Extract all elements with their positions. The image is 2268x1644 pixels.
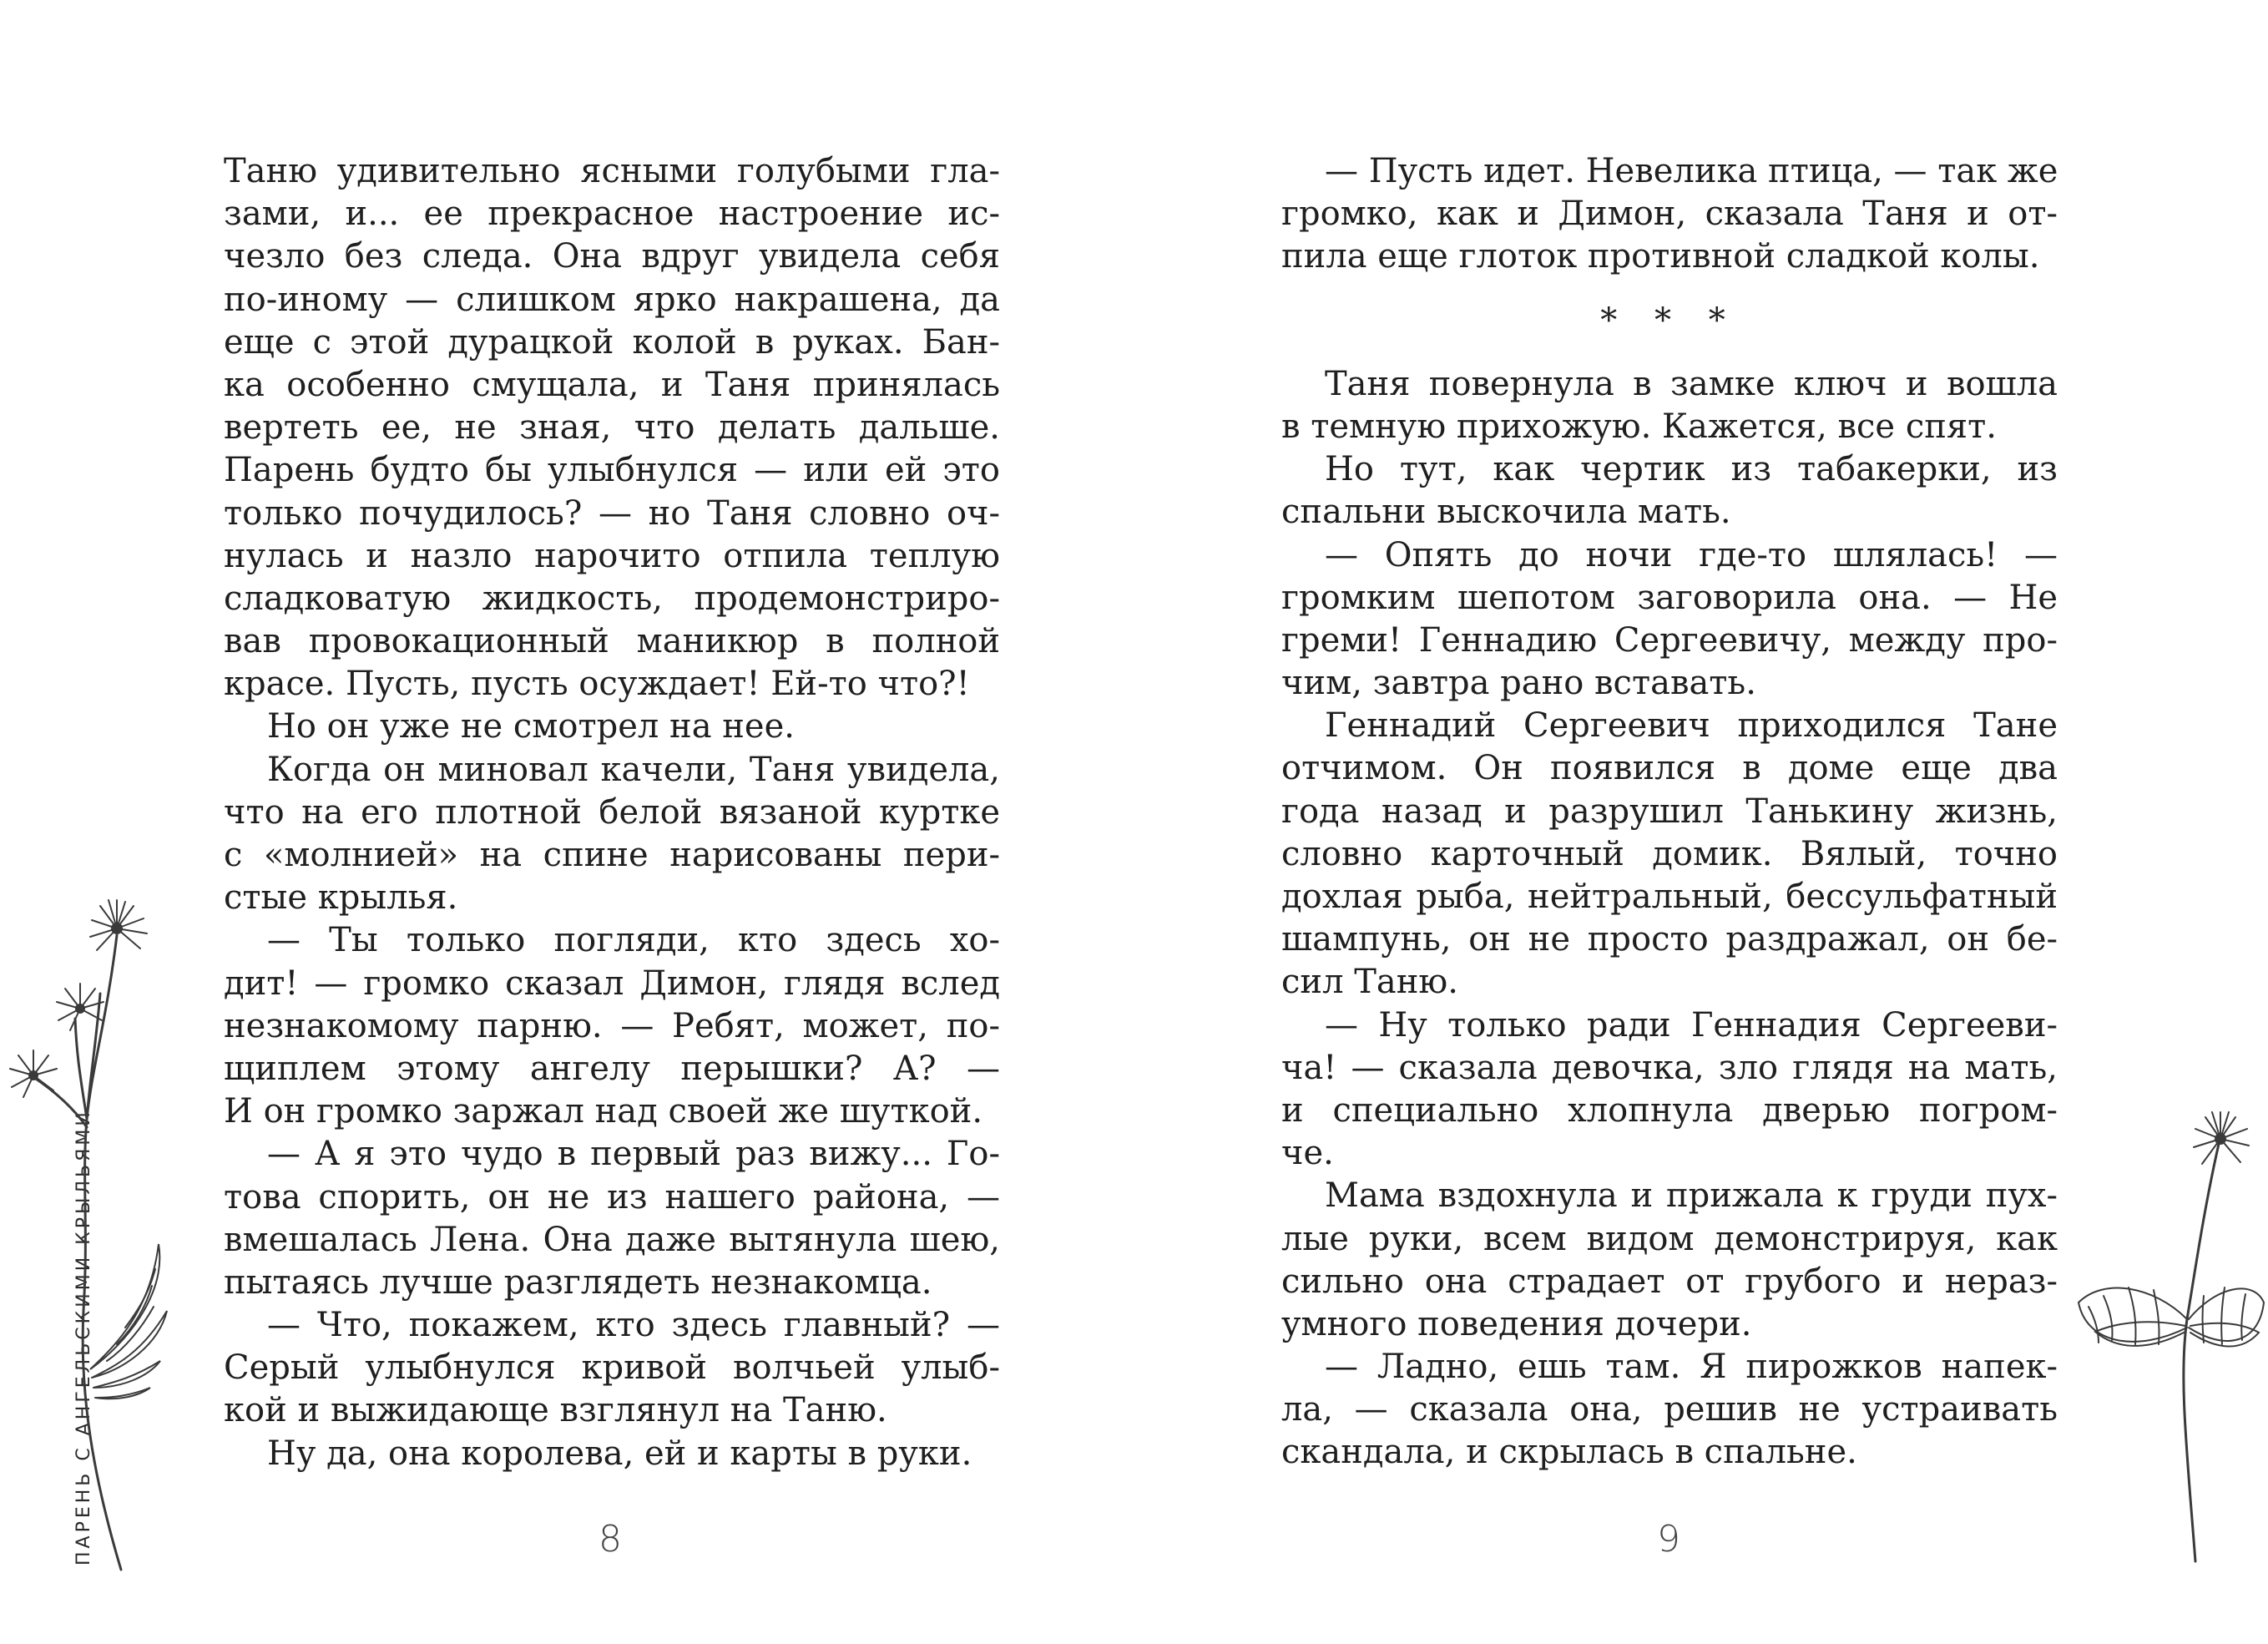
text-line: громко, как и Димон, сказала Таня и от- [1281, 195, 2058, 234]
section-separator: * * * [1600, 301, 1739, 340]
text-line: греми! Геннадию Сергеевичу, между про- [1281, 620, 2058, 660]
text-line: — Ладно, ешь там. Я пирожков напек- [1325, 1348, 2058, 1387]
text-line: нулась и назло нарочито отпила теплую [224, 536, 1000, 575]
text-line: вмешалась Лена. Она даже вытянула шею, [224, 1220, 1000, 1259]
text-line: — Пусть идет. Невелика птица, — так же [1325, 152, 2058, 190]
text-line: вертеть ее, не зная, что делать дальше. [224, 408, 1000, 448]
text-line: — Что, покажем, кто здесь главный? — [267, 1306, 1000, 1345]
text-line: сильно она страдает от грубого и нераз- [1281, 1262, 2058, 1301]
text-line: че. [1281, 1134, 1334, 1173]
text-line: Когда он миновал качели, Таня увидела, [267, 750, 1000, 789]
dandelion-wing-icon [0, 877, 192, 1586]
text-line: пытаясь лучше разглядеть незнакомца. [224, 1262, 932, 1302]
text-line: зами, и... ее прекрасное настроение ис- [224, 195, 1000, 234]
text-line: незнакомому парню. — Ребят, может, по- [224, 1006, 1000, 1045]
text-line: отчимом. Он появился в доме еще два [1281, 749, 2058, 788]
text-line: — А я это чудо в первый раз вижу... Го- [267, 1135, 1000, 1174]
text-line: Ну да, она королева, ей и карты в руки. [267, 1434, 972, 1473]
text-line: сладковатую жидкость, продемонстриро- [224, 579, 1000, 618]
text-line: еще с этой дурацкой колой в руках. Бан- [224, 322, 1000, 362]
text-line: кой и выжидающе взглянул на Таню. [224, 1391, 887, 1430]
text-line: в темную прихожую. Кажется, все спят. [1281, 407, 1997, 446]
text-line: умного поведения дочери. [1281, 1304, 1752, 1343]
text-line: И он громко заржал над своей же шуткой. [224, 1092, 983, 1131]
text-line: ка особенно смущала, и Таня принялась [224, 365, 1000, 404]
text-line: — Ты только погляди, кто здесь хо- [267, 921, 1000, 960]
left-page-text [224, 150, 1000, 1475]
text-line: дит! — громко сказал Димон, глядя вслед [224, 964, 1000, 1003]
text-line: пила еще глоток противной сладкой колы. [1281, 237, 2040, 276]
text-line: с «молнией» на спине нарисованы пери- [224, 836, 1000, 874]
right-page-text [1281, 150, 2058, 1475]
text-line: лые руки, всем видом демонстрируя, как [1281, 1219, 2058, 1258]
text-line: красе. Пусть, пусть осуждает! Ей-то что?! [224, 665, 970, 704]
page-number: 9 [1657, 1518, 1680, 1561]
text-line: — Ну только ради Геннадия Сергееви- [1325, 1005, 2058, 1045]
text-line: и специально хлопнула дверью погром- [1281, 1090, 2058, 1130]
text-line: чим, завтра рано вставать. [1281, 664, 1756, 703]
text-line: года назад и разрушил Танькину жизнь, [1281, 792, 2058, 831]
text-line: сил Таню. [1281, 963, 1458, 1002]
text-line: Геннадий Сергеевич приходился Тане [1325, 706, 2058, 746]
text-line: Парень будто бы улыбнулся — или ей это [224, 451, 1000, 490]
text-line: Таня повернула в замке ключ и вошла [1325, 364, 2058, 403]
text-line: ча! — сказала девочка, зло глядя на мать, [1281, 1048, 2058, 1087]
text-line: Но он уже не смотрел на нее. [267, 707, 795, 746]
text-line: громким шепотом заговорила она. — Не [1281, 578, 2058, 617]
text-line: шампунь, он не просто раздражал, он бе- [1281, 920, 2058, 959]
text-line: скандала, и скрылась в спальне. [1281, 1433, 1857, 1472]
text-line: вав провокационный маникюр в полной [224, 622, 1000, 661]
running-title: ПАРЕНЬ С АНГЕЛЬСКИМИ КРЫЛЬЯМИ [73, 1109, 94, 1566]
text-line: словно карточный домик. Вялый, точно [1281, 834, 2058, 873]
text-line: дохлая рыба, нейтральный, бессульфатный [1281, 878, 2058, 916]
page-number: 8 [599, 1518, 622, 1561]
text-line: чезло без следа. Она вдруг увидела себя [224, 237, 1000, 276]
text-line: по-иному — слишком ярко накрашена, да [224, 280, 1000, 319]
text-line: това спорить, он не из нашего района, — [224, 1177, 1000, 1217]
text-line: что на его плотной белой вязаной куртке [224, 792, 1000, 832]
text-line: Но тут, как чертик из табакерки, из [1325, 450, 2058, 489]
text-line: Серый улыбнулся кривой волчьей улыб- [224, 1348, 1000, 1388]
text-line: стые крылья. [224, 878, 458, 918]
text-line: ла, — сказала она, решив не устраивать [1281, 1390, 2058, 1429]
dandelion-wings-icon [2070, 1102, 2268, 1570]
text-line: только почудилось? — но Таня словно оч- [224, 493, 1000, 533]
text-line: Таню удивительно ясными голубыми гла- [224, 152, 1000, 190]
text-line: — Опять до ночи где-то шлялась! — [1325, 535, 2058, 574]
text-line: спальни выскочила мать. [1281, 493, 1731, 532]
text-line: щиплем этому ангелу перышки? А? — [224, 1049, 1000, 1088]
text-line: Мама вздохнула и прижала к груди пух- [1325, 1176, 2058, 1216]
